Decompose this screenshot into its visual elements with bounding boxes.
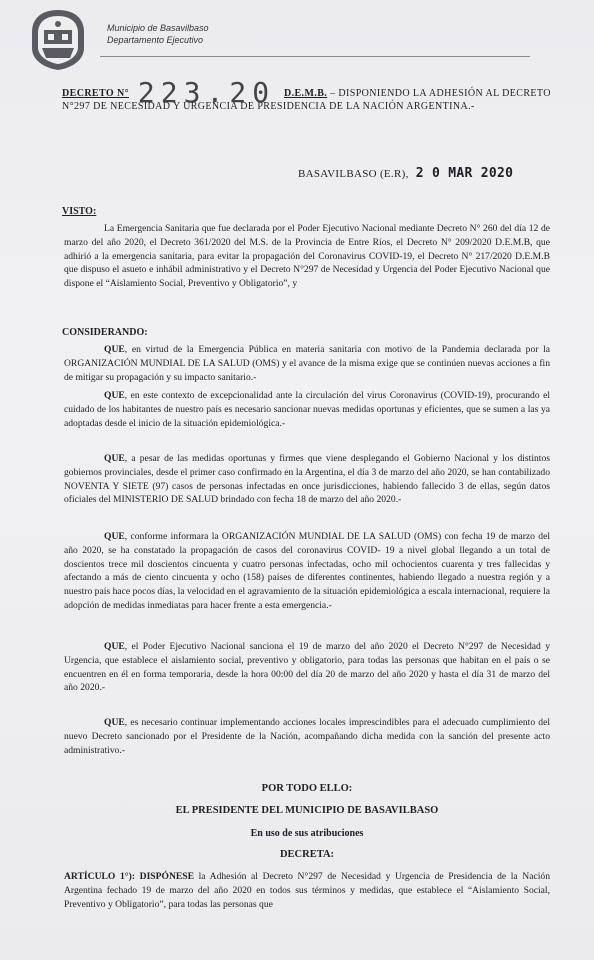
- articulo-text: la Adhesión al Decreto N°297 de Necesidad y Urgencia de Presidencia de la Nación Argentina fechado 19 de marzo del año 2020 en todos sus términos y medidas, que establece el “Aislamiento Social, Preventivo y Obligatorio”, para todas las personas que: [64, 871, 550, 910]
- considerando-heading: CONSIDERANDO:: [62, 327, 148, 338]
- considerando-text: , conforme informara la ORGANIZACIÓN MUNDIAL DE LA SALUD (OMS) con fecha 19 de marzo del año 2020, se ha constatado la propagación de casos del coronavirus COVID- 19 a nivel global llegando a un total de doscientos trece mil doscientos cincuenta y cuatro personas infectadas, ocho mil ochocientos cuarenta y tres fallecidas y afectando a más de ciento cincuenta y ocho (158) países de diferentes continentes, habiendo llegado a nuestra región y a nuestro país hace pocos días, la velocidad en el agravamiento de la situación epidemiológica a escala internacional, requiere la adopción de medidas inmediatas para hacer frente a esta emergencia.-: [64, 531, 550, 611]
- considerando-text: , el Poder Ejecutivo Nacional sanciona el 19 de marzo del año 2020 el Decreto N°297 de Necesidad y Urgencia, que establece el aislamiento social, preventivo y obligatorio, para todas las personas que habitan en el país o se encuentren en él en forma temporaria, desde la hora 00:00 del día 20 de marzo del año 2020 y hasta el día 31 de marzo del año 2020.-: [64, 641, 550, 694]
- considerando-text: , en este contexto de excepcionalidad ante la circulación del virus Coronavirus (COVID-19), procurando el cuidado de los habitantes de nuestro país es necesario sancionar nuevas medidas oportunas y eficientes, que se sumen a las ya adoptadas desde el inicio de la situación epidemiológica.-: [64, 390, 550, 429]
- visto-heading: VISTO:: [62, 206, 97, 217]
- header-divider: [100, 56, 530, 57]
- considerando-paragraph-5: [64, 640, 550, 695]
- atribuciones-line: En uso de sus atribuciones: [250, 828, 364, 839]
- por-todo-ello: POR TODO ELLO:: [261, 783, 353, 794]
- date-stamp: 2 0 MAR 2020: [415, 166, 514, 181]
- visto-text: La Emergencia Sanitaria que fue declarada por el Poder Ejecutivo Nacional mediante Decreto N° 260 del día 12 de marzo del año 2020, el Decreto 361/2020 del M.S. de la Provincia de Entre Ríos, el Decreto N° 209/2020 D.E.M.B, que adhirió a la emergencia sanitaria, para evitar la propagación del Coronavirus COVID-19, el Decreto N° 217/2020 D.E.M.B que dispuso el asueto e inhábil administrativo y el Decreto N°297 de Necesidad y Urgencia del Poder Ejecutivo Nacional que dispone el “Aislamiento Social, Preventivo y Obligatorio”, y: [64, 223, 550, 290]
- considerando-paragraph-1: [64, 343, 550, 384]
- considerando-text: , en virtud de la Emergencia Pública en materia sanitaria con motivo de la Pandemia declarada por la ORGANIZACIÓN MUNDIAL DE LA SALUD (OMS) y el avance de la misma exige que se continúen nuevas acciones a fin de mitigar su propagación y su impacto sanitario.-: [64, 344, 550, 383]
- que-label: QUE: [104, 717, 125, 728]
- decree-title: – DISPONIENDO LA ADHESIÓN AL DECRETO N°297 DE NECESIDAD Y URGENCIA DE PRESIDENCIA DE LA NACIÓN ARGENTINA.-: [62, 88, 551, 112]
- articulo-verb: DISPÓNESE: [139, 871, 195, 882]
- que-label: QUE: [104, 390, 125, 401]
- considerando-text: , a pesar de las medidas oportunas y firmes que viene desplegando el Gobierno Nacional y los distintos gobiernos provinciales, desde el primer caso confirmado en la Argentina, el día 3 de marzo del año 2020, se han contabilizado NOVENTA Y SIETE (97) casos de personas infectadas en once jurisdicciones, habiendo fallecido 3 de ellas, según datos oficiales del MINISTERIO DE SALUD brindado con fecha 18 de marzo del año 2020.-: [64, 453, 550, 506]
- articulo-1-paragraph: [64, 870, 550, 911]
- municipality-name: Municipio de Basavilbaso: [107, 23, 209, 33]
- considerando-paragraph-4: [64, 530, 550, 613]
- date-place: BASAVILBASO (E.R),: [298, 168, 409, 180]
- que-label: QUE: [104, 344, 125, 355]
- considerando-text: , es necesario continuar implementando acciones locales imprescindibles para el adecuado cumplimiento del nuevo Decreto sancionado por el Presidente de la Nación, acompañando dicha medida con la sanción del presente acto administrativo.-: [64, 717, 550, 756]
- articulo-label: ARTÍCULO 1°):: [64, 871, 136, 882]
- decree-label: DECRETO N°: [62, 88, 129, 99]
- decreta-heading: DECRETA:: [279, 849, 335, 860]
- municipality-header: [107, 22, 209, 46]
- department-name: Departamento Ejecutivo: [107, 35, 204, 45]
- decree-number: 223.20: [137, 76, 276, 109]
- decree-suffix: D.E.M.B.: [283, 88, 328, 99]
- que-label: QUE: [104, 531, 125, 542]
- presidente-heading: EL PRESIDENTE DEL MUNICIPIO DE BASAVILBASO: [175, 805, 439, 816]
- considerando-paragraph-3: [64, 452, 550, 507]
- considerando-paragraph-6: [64, 716, 550, 757]
- visto-paragraph: [64, 222, 550, 291]
- que-label: QUE: [104, 453, 125, 464]
- considerando-paragraph-2: [64, 389, 550, 430]
- que-label: QUE: [104, 641, 125, 652]
- decree-heading: [62, 76, 552, 113]
- date-line: [298, 166, 513, 181]
- municipal-seal-logo: [30, 8, 86, 72]
